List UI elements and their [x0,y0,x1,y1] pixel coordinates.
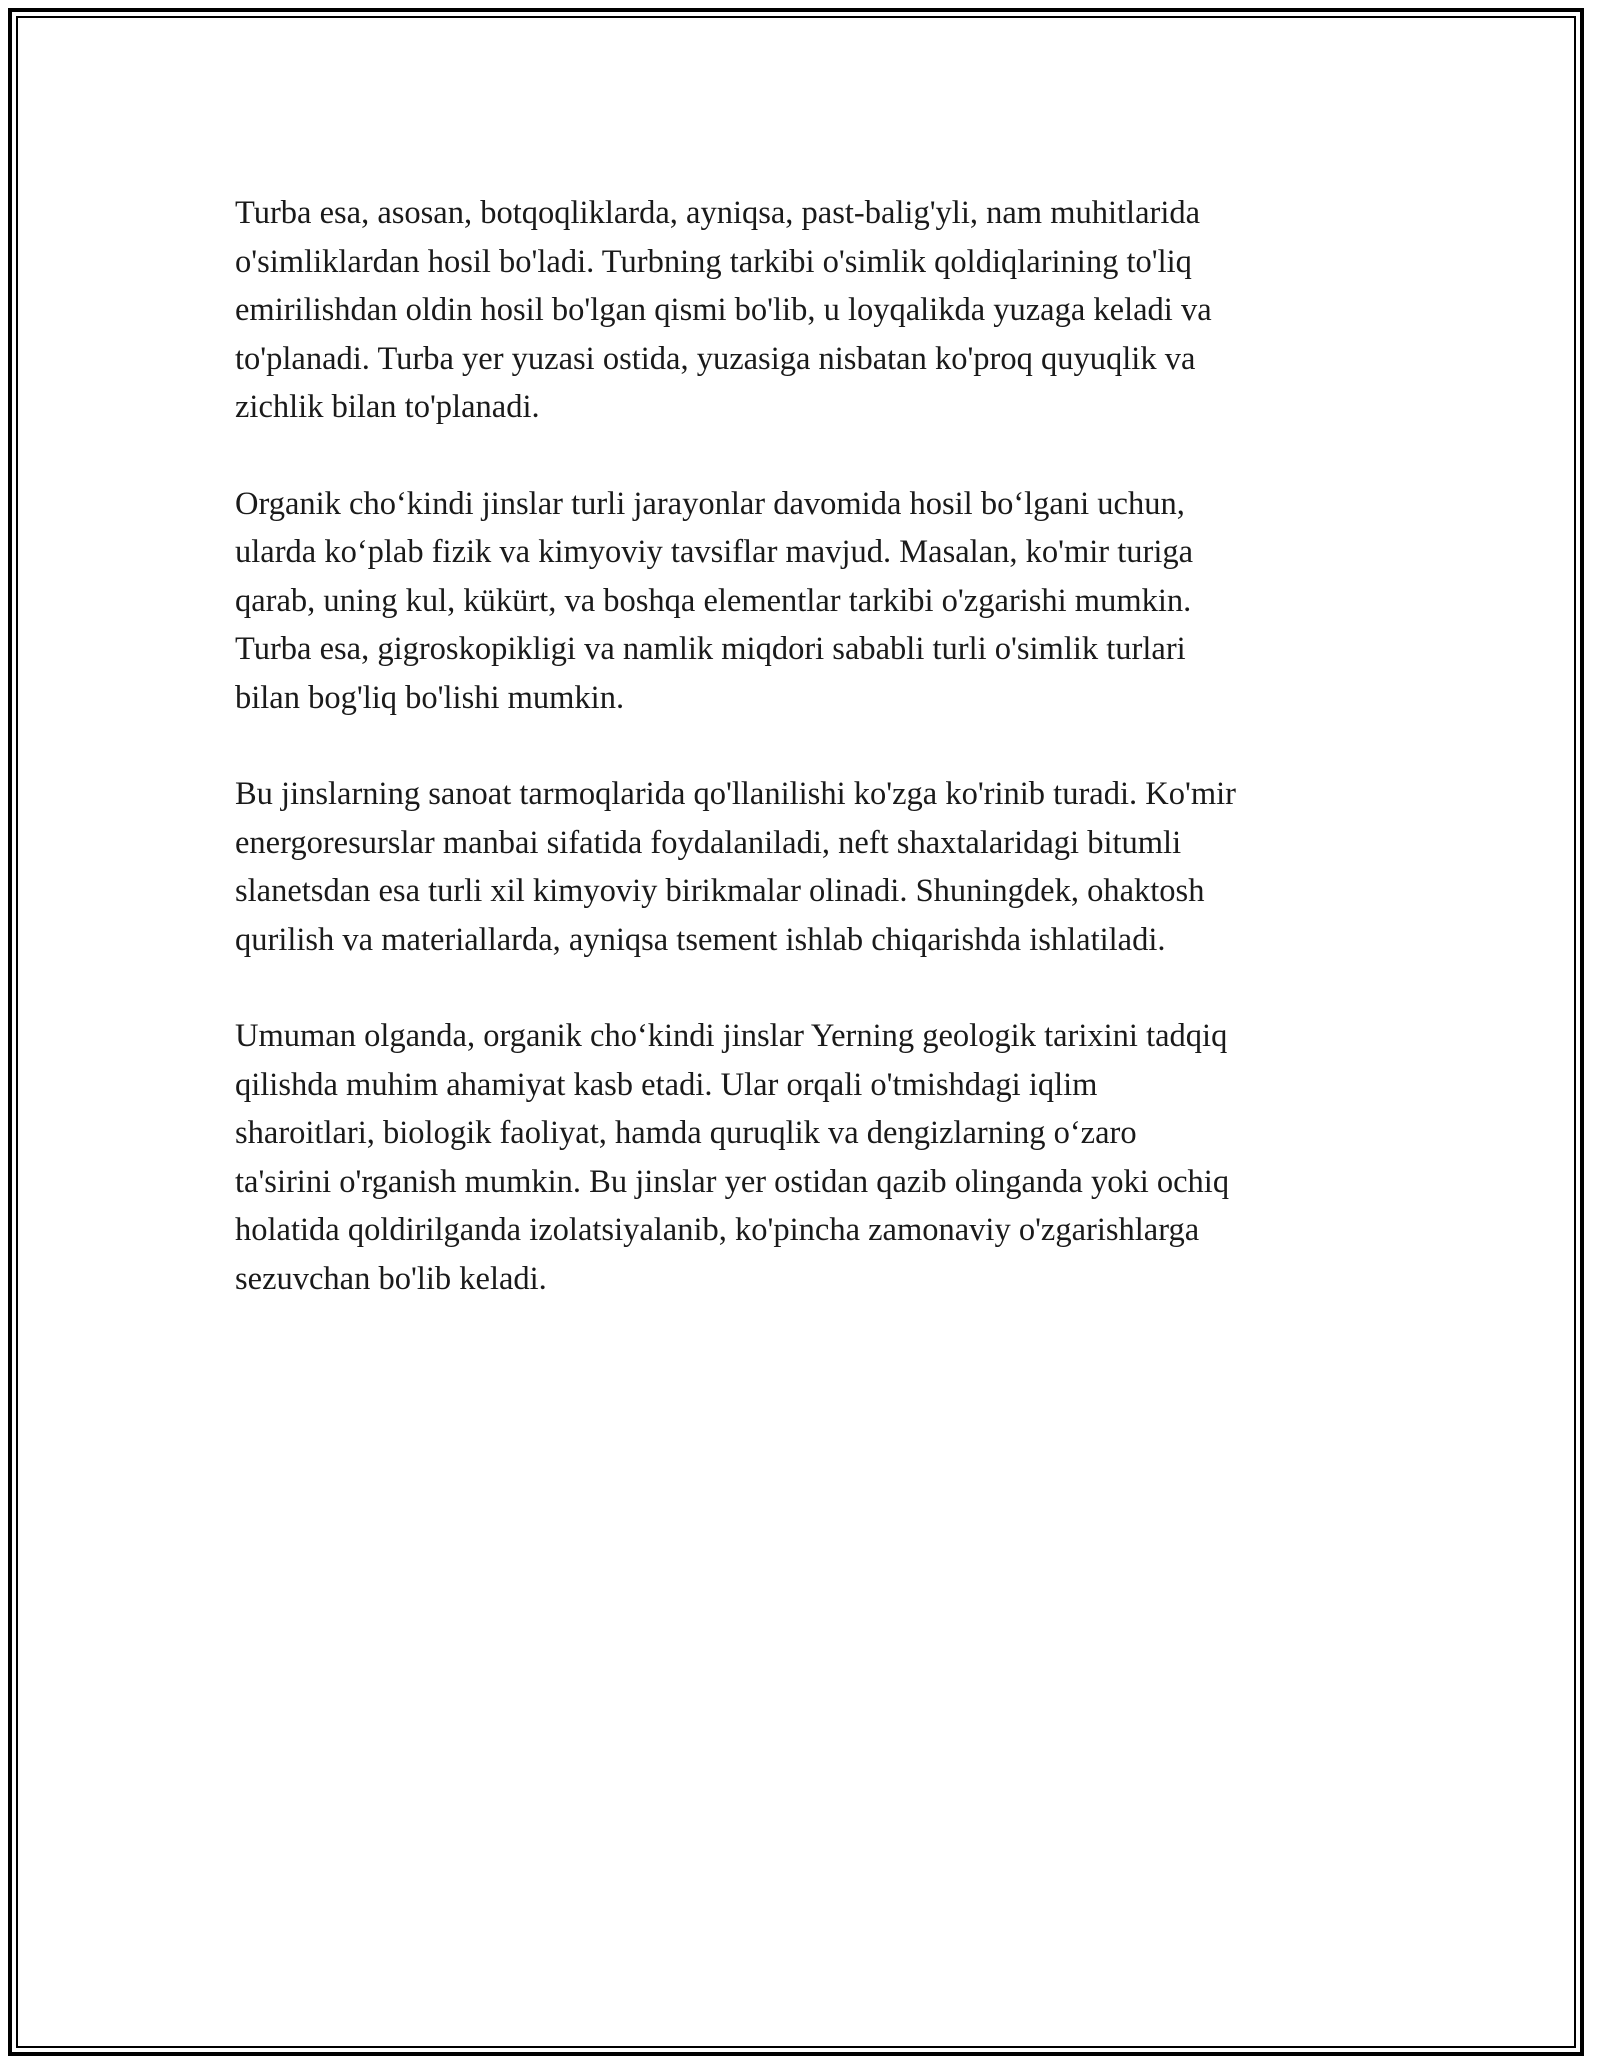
text-line: Turba esa, asosan, botqoqliklarda, ayniqsa, past-balig'yli, nam muhitlarida [235,195,1201,231]
text-line: Organik cho‘kindi jinslar turli jarayonlar davomida hosil bo‘lgani uchun, [235,485,1185,522]
text-line: energoresurslar manbai sifatida foydalaniladi, neft shaxtalaridagi bitumli [235,824,1182,861]
text-line: emirilishdan oldin hosil bo'lgan qismi bo'lib, u loyqalikda yuzaga keladi va [235,292,1212,328]
text-line: sharoitlari, biologik faoliyat, hamda quruqlik va dengizlarning o‘zaro [235,1115,1137,1151]
text-line: o'simliklardan hosil bo'ladi. Turbning tarkibi o'simlik qoldiqlarining to'liq [235,243,1192,280]
text-line: ta'sirini o'rganish mumkin. Bu jinslar yer ostidan qazib olinganda yoki ochiq [235,1163,1230,1200]
paragraph-2 [235,480,1375,723]
paragraph-3 [235,770,1375,964]
text-line: slanetsdan esa turli xil kimyoviy birikmalar olinadi. Shuningdek, ohaktosh [235,873,1205,909]
text-line: Umuman olganda, organik cho‘kindi jinslar Yerning geologik tarixini tadqiq [235,1018,1228,1054]
paragraph-1 [235,189,1375,432]
text-line: qurilish va materiallarda, ayniqsa tsement ishlab chiqarishda ishlatiladi. [235,921,1166,958]
text-line: zichlik bilan to'planadi. [235,389,540,425]
text-line: to'planadi. Turba yer yuzasi ostida, yuzasiga nisbatan ko'proq quyuqlik va [235,340,1196,377]
text-line: ularda ko‘plab fizik va kimyoviy tavsiflar mavjud. Masalan, ko'mir turiga [235,534,1194,570]
text-line: holatida qoldirilganda izolatsiyalanib, ko'pincha zamonaviy o'zgarishlarga [235,1212,1200,1248]
text-line: qilishda muhim ahamiyat kasb etadi. Ular orqali o'tmishdagi iqlim [235,1066,1098,1103]
text-line: Turba esa, gigroskopikligi va namlik miqdori sababli turli o'simlik turlari [235,631,1186,667]
text-line: Bu jinslarning sanoat tarmoqlarida qo'llanilishi ko'zga ko'rinib turadi. Ko'mir [235,776,1236,812]
paragraph-4 [235,1012,1375,1303]
text-line: qarab, uning kul, kükürt, va boshqa elementlar tarkibi o'zgarishi mumkin. [235,582,1192,619]
text-line: sezuvchan bo'lib keladi. [235,1260,547,1297]
document-body [235,189,1375,1351]
text-line: bilan bog'liq bo'lishi mumkin. [235,679,625,716]
